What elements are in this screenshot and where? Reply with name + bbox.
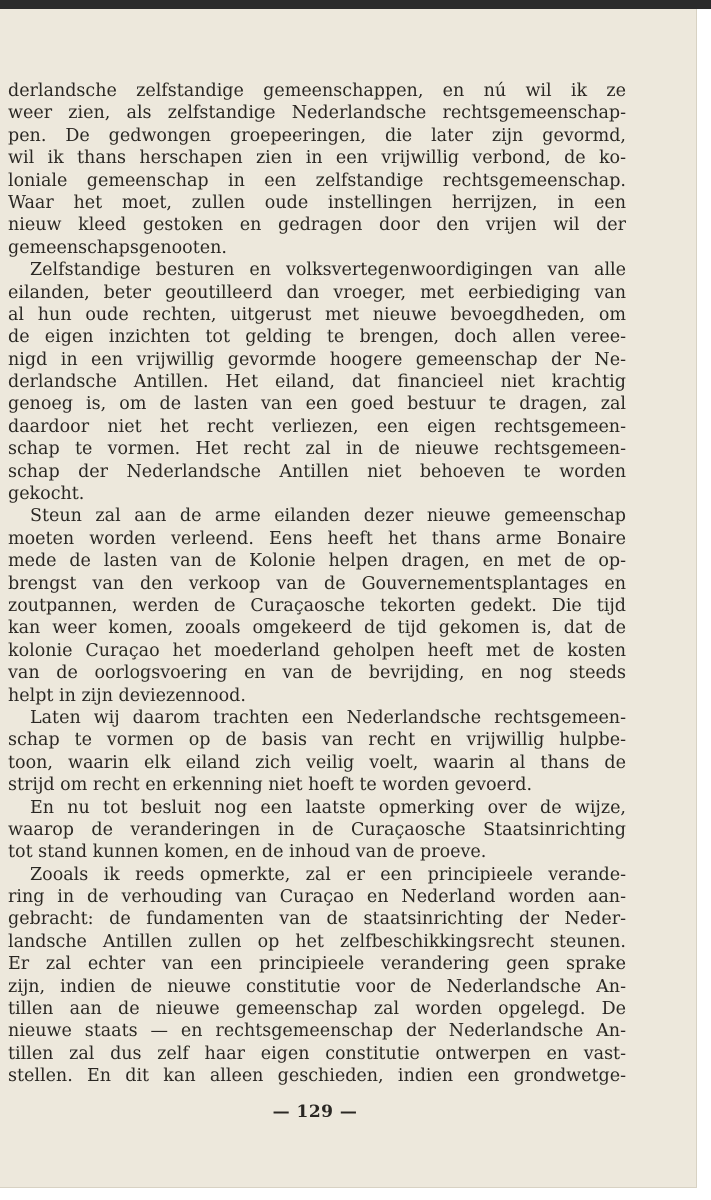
text-line: nieuwe staats — en rechtsgemeenschap der Nederlandsche An- xyxy=(8,1021,626,1042)
text-line: tot stand kunnen komen, en de inhoud van de proeve. xyxy=(8,842,487,863)
text-line: Zooals ik reeds opmerkte, zal er een principieele verande- xyxy=(30,864,626,885)
text-line: van de oorlogsvoering en van de bevrijding, en nog steeds xyxy=(8,663,626,684)
scan-top-edge xyxy=(0,0,711,9)
text-line: weer zien, als zelfstandige Nederlandsche rechtsgemeenschap- xyxy=(8,103,626,124)
text-line: Waar het moet, zullen oude instellingen herrijzen, in een xyxy=(8,192,626,213)
text-line: landsche Antillen zullen op het zelfbeschikkingsrecht steunen. xyxy=(8,931,626,952)
text-line: al hun oude rechten, uitgerust met nieuwe bevoegdheden, om xyxy=(8,304,626,325)
text-line: derlandsche zelfstandige gemeenschappen, en nú wil ik ze xyxy=(8,81,626,101)
text-line: eilanden, beter geoutilleerd dan vroeger, met eerbiediging van xyxy=(8,282,626,303)
text-line: stellen. En dit kan alleen geschieden, indien een grondwetge- xyxy=(8,1066,626,1087)
text-line: En nu tot besluit nog een laatste opmerking over de wijze, xyxy=(30,797,626,818)
text-line: schap der Nederlandsche Antillen niet behoeven te worden xyxy=(8,461,626,482)
text-line: gemeenschapsgenooten. xyxy=(8,237,227,258)
text-line: waarop de veranderingen in de Curaçaosche Staatsinrichting xyxy=(8,819,626,840)
text-line: nigd in een vrijwillig gevormde hoogere gemeenschap der Ne- xyxy=(8,349,626,370)
text-line: mede de lasten van de Kolonie helpen dragen, en met de op- xyxy=(8,551,626,572)
text-line: Steun zal aan de arme eilanden dezer nieuwe gemeenschap xyxy=(30,506,626,527)
paper-sheet xyxy=(0,9,697,1188)
text-line: genoeg is, om de lasten van een goed bestuur te dragen, zal xyxy=(8,394,626,415)
text-line: schap te vormen op de basis van recht en vrijwillig hulpbe- xyxy=(8,730,626,751)
text-line: gekocht. xyxy=(8,484,85,505)
body-text xyxy=(8,80,626,1088)
text-line: schap te vormen. Het recht zal in de nieuwe rechtsgemeen- xyxy=(8,439,626,460)
text-line: pen. De gedwongen groepeeringen, die later zijn gevormd, xyxy=(8,125,626,146)
text-line: ring in de verhouding van Curaçao en Nederland worden aan- xyxy=(8,887,626,908)
text-line: toon, waarin elk eiland zich veilig voelt, waarin al thans de xyxy=(8,752,626,773)
text-line: zoutpannen, werden de Curaçaosche tekorten gedekt. Die tijd xyxy=(8,595,626,616)
text-line: kolonie Curaçao het moederland geholpen heeft met de kosten xyxy=(8,640,626,661)
text-line: strijd om recht en erkenning niet hoeft te worden gevoerd. xyxy=(8,775,533,796)
page-number: — 129 — xyxy=(272,1102,358,1122)
text-line: wil ik thans herschapen zien in een vrijwillig verbond, de ko- xyxy=(8,148,626,169)
text-line: tillen aan de nieuwe gemeenschap zal worden opgelegd. De xyxy=(8,999,626,1020)
text-line: zijn, indien de nieuwe constitutie voor de Nederlandsche An- xyxy=(8,976,626,997)
text-line: Er zal echter van een principieele verandering geen sprake xyxy=(8,954,626,975)
text-line: daardoor niet het recht verliezen, een eigen rechtsgemeen- xyxy=(8,416,626,437)
text-line: tillen zal dus zelf haar eigen constitutie ontwerpen en vast- xyxy=(8,1043,626,1064)
text-line: helpt in zijn deviezennood. xyxy=(8,685,246,706)
text-line: brengst van den verkoop van de Gouvernementsplantages en xyxy=(8,573,626,594)
text-line: Zelfstandige besturen en volksvertegenwoordigingen van alle xyxy=(30,260,626,281)
text-line: de eigen inzichten tot gelding te brengen, doch allen veree- xyxy=(8,327,626,348)
text-line: moeten worden verleend. Eens heeft het thans arme Bonaire xyxy=(8,528,626,549)
text-line: kan weer komen, zooals omgekeerd de tijd gekomen is, dat de xyxy=(8,618,626,639)
text-line: derlandsche Antillen. Het eiland, dat financieel niet krachtig xyxy=(8,372,626,393)
text-line: gebracht: de fundamenten van de staatsinrichting der Neder- xyxy=(8,909,626,930)
text-line: loniale gemeenschap in een zelfstandige rechtsgemeenschap. xyxy=(8,170,626,191)
text-line: Laten wij daarom trachten een Nederlandsche rechtsgemeen- xyxy=(30,707,626,728)
text-line: nieuw kleed gestoken en gedragen door den vrijen wil der xyxy=(8,215,626,236)
